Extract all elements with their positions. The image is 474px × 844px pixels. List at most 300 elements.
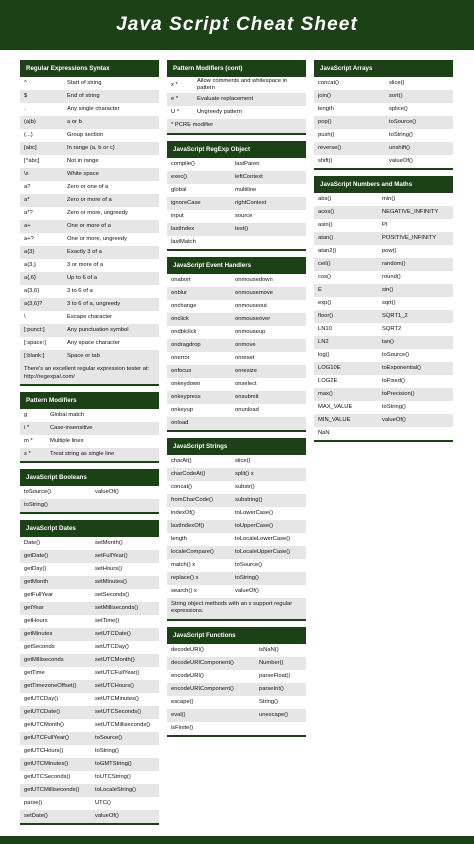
item-key: s * (24, 451, 31, 457)
item-key: log() (318, 352, 330, 358)
table-row (167, 339, 306, 352)
item-value: isNaN() (259, 646, 279, 653)
item-value: Space or tab (67, 353, 100, 359)
item-key: onload (171, 419, 189, 426)
table-row (20, 324, 159, 337)
section-numbers_maths (314, 176, 453, 442)
table-row (20, 259, 159, 272)
item-key: MAX_VALUE (318, 404, 353, 410)
item-value: 3 to 6 of a (67, 288, 93, 294)
section-booleans (20, 469, 159, 514)
item-key: parse() (24, 800, 43, 806)
item-key: getDay() (24, 566, 47, 572)
table-row (314, 219, 453, 232)
item-key: charCodeAt() (171, 470, 206, 477)
item-value: min() (382, 196, 396, 202)
table-row (20, 448, 159, 461)
table-row (20, 181, 159, 194)
section-arrays (314, 60, 453, 170)
item-key: onfocus (171, 367, 192, 374)
table-row (20, 537, 159, 550)
item-value: onmouseout (235, 302, 267, 309)
table-row (314, 284, 453, 297)
item-key: (...) (24, 132, 33, 138)
item-key: exp() (318, 300, 332, 306)
item-value: POSITIVE_INFINITY (382, 235, 437, 241)
item-value: setMonth() (95, 540, 123, 546)
item-value: UTC() (95, 800, 111, 806)
item-value: setHours() (95, 566, 123, 572)
item-value: Not in range (67, 158, 99, 164)
item-value: unshift() (389, 145, 410, 151)
item-key: U * (171, 109, 180, 115)
table-row (20, 103, 159, 116)
table-row (20, 719, 159, 732)
table-row (20, 246, 159, 259)
item-value: splice() (389, 106, 408, 112)
item-key: [^abc] (24, 158, 40, 164)
item-key: join() (318, 93, 331, 99)
item-value: setMilliseconds() (95, 605, 139, 611)
table-row (167, 365, 306, 378)
section-strings (167, 438, 306, 621)
item-key: replace() x (171, 574, 199, 581)
table-row (314, 245, 453, 258)
item-value: Multiple lines (50, 438, 84, 444)
item-key: fromCharCode() (171, 496, 213, 503)
section-event_handlers (167, 257, 306, 432)
item-value: Zero or more of a (67, 197, 112, 203)
section-regex_syntax (20, 60, 159, 386)
item-value: parseFloat() (259, 672, 291, 679)
item-key: LN10 (318, 326, 332, 332)
item-key: [:space:] (24, 340, 46, 346)
item-value: PI (382, 222, 388, 228)
item-key: getHours (24, 618, 48, 624)
item-value: setUTCMilliseconds() (95, 722, 151, 728)
section-pattern_modifiers_cont (167, 60, 306, 135)
item-key: eval() (171, 711, 186, 718)
item-key: onkeydown (171, 380, 201, 387)
item-key: onabort (171, 276, 191, 283)
item-value: End of string (67, 93, 100, 99)
table-row (314, 401, 453, 414)
table-row (314, 310, 453, 323)
item-key: a? (24, 184, 31, 190)
item-key: ondragdrop (171, 341, 201, 348)
table-row (167, 494, 306, 507)
table-row (20, 409, 159, 422)
item-value: setSeconds() (95, 592, 130, 598)
table-row (314, 336, 453, 349)
item-value: setFullYear() (95, 553, 128, 559)
item-value: parseInt() (259, 685, 284, 692)
table-row (314, 349, 453, 362)
item-key: . (24, 106, 26, 112)
item-key: encodeURI() (171, 672, 204, 679)
item-key: push() (318, 132, 335, 138)
table-row (167, 77, 306, 93)
item-value: slice() (235, 457, 251, 464)
table-row (167, 644, 306, 657)
item-value: Any space character (67, 340, 120, 346)
item-key: a{3,6} (24, 288, 40, 294)
table-row (20, 654, 159, 667)
table-row (314, 388, 453, 401)
table-row (167, 722, 306, 735)
item-value: Treat string as single line (50, 451, 115, 457)
table-row (20, 311, 159, 324)
item-key: LN2 (318, 339, 329, 345)
table-row (167, 184, 306, 197)
table-row (314, 414, 453, 427)
item-key: global (171, 186, 187, 193)
table-row (314, 375, 453, 388)
item-key: pop() (318, 119, 332, 125)
item-value: Ungreedy pattern (197, 109, 242, 115)
table-row (167, 300, 306, 313)
item-value: Zero or more, ungreedy (67, 210, 128, 216)
item-value: onmouseover (235, 315, 271, 322)
table-row (20, 550, 159, 563)
section-title: JavaScript Numbers and Maths (314, 176, 453, 193)
table-row (167, 670, 306, 683)
item-key: a{3} (24, 249, 35, 255)
item-key: onkeyup (171, 406, 193, 413)
table-row (20, 337, 159, 350)
table-row (20, 499, 159, 512)
item-value: White space (67, 171, 99, 177)
item-key: getFullYear (24, 592, 54, 598)
item-value: rightContext (235, 199, 267, 206)
item-value: toLowerCase() (235, 509, 274, 516)
item-key: getUTCSeconds() (24, 774, 71, 780)
item-value: One or more, ungreedy (67, 236, 127, 242)
title-banner (0, 0, 474, 50)
table-row (167, 696, 306, 709)
item-value: sqrt() (382, 300, 396, 306)
column-1 (20, 60, 159, 831)
section-note: There's an excellent regular expression tester at: http://regexpal.com/ (20, 363, 159, 384)
item-key: Date() (24, 540, 41, 546)
item-key: g (24, 412, 28, 418)
item-key: getUTCHours() (24, 748, 64, 754)
item-key: getSeconds (24, 644, 55, 650)
item-value: Zero or one of a (67, 184, 109, 190)
item-key: acos() (318, 209, 335, 215)
table-row (20, 116, 159, 129)
item-value: Allow comments and whitespace in pattern (197, 78, 288, 91)
table-row (314, 323, 453, 336)
section-title: JavaScript RegExp Object (167, 141, 306, 158)
item-value: setUTCHours() (95, 683, 134, 689)
item-key: \ (24, 314, 26, 320)
item-key: decodeURIComponent() (171, 659, 234, 666)
section-title: JavaScript Arrays (314, 60, 453, 77)
item-value: valueOf() (95, 489, 119, 495)
item-value: round() (382, 274, 401, 280)
section-title: JavaScript Functions (167, 627, 306, 644)
table-row (167, 171, 306, 184)
table-row (314, 193, 453, 206)
table-row (20, 129, 159, 142)
item-key: escape() (171, 698, 194, 705)
table-row (314, 129, 453, 142)
item-value: setUTCFullYear() (95, 670, 140, 676)
item-key: ignoreCase (171, 199, 201, 206)
table-row (314, 258, 453, 271)
table-row (167, 709, 306, 722)
table-row (20, 233, 159, 246)
table-row (167, 313, 306, 326)
section-title: JavaScript Booleans (20, 469, 159, 486)
item-key: getUTCDate() (24, 709, 61, 715)
item-value: random() (382, 261, 406, 267)
section-functions (167, 627, 306, 737)
table-row (167, 468, 306, 481)
table-row (20, 298, 159, 311)
item-value: valueOf() (95, 813, 119, 819)
item-key: isFinite() (171, 724, 194, 731)
item-key: compile() (171, 160, 195, 167)
item-key: getUTCMinutes() (24, 761, 69, 767)
item-key: LOG2E (318, 378, 338, 384)
item-value: toLocaleString() (95, 787, 136, 793)
item-key: a+ (24, 223, 31, 229)
table-row (314, 116, 453, 129)
table-row (20, 615, 159, 628)
item-key: E (318, 287, 322, 293)
item-value: Case-insensitive (50, 425, 93, 431)
table-row (20, 285, 159, 298)
item-key: ceil() (318, 261, 331, 267)
item-key: (a|b) (24, 119, 36, 125)
column-2 (167, 60, 306, 743)
item-key: getUTCMilliseconds() (24, 787, 80, 793)
item-value: In range (a, b or c) (67, 145, 115, 151)
item-key: toSource() (24, 489, 52, 495)
section-note: String object methods with an x support regular expressions. (167, 598, 306, 619)
item-key: ondblclick (171, 328, 197, 335)
table-row (314, 142, 453, 155)
item-key: getMonth (24, 579, 49, 585)
table-row (314, 362, 453, 375)
table-row (20, 680, 159, 693)
table-row (167, 546, 306, 559)
item-key: exec() (171, 173, 188, 180)
item-value: substr() (235, 483, 255, 490)
item-key: [abc] (24, 145, 37, 151)
table-row (20, 220, 159, 233)
item-value: SQRT2 (382, 326, 402, 332)
table-row (20, 641, 159, 654)
item-value: toSource() (95, 735, 123, 741)
item-key: i * (24, 425, 30, 431)
table-row (167, 106, 306, 119)
table-row (314, 77, 453, 90)
table-row (167, 417, 306, 430)
item-value: leftContext (235, 173, 263, 180)
item-key: encodeURIComponent() (171, 685, 234, 692)
item-key: getTime (24, 670, 45, 676)
table-row (314, 297, 453, 310)
item-key: floor() (318, 313, 334, 319)
item-key: indexOf() (171, 509, 195, 516)
table-row (20, 155, 159, 168)
table-row (20, 563, 159, 576)
item-value: 3 to 6 of a, ungreedy (67, 301, 121, 307)
item-key: LOG10E (318, 365, 341, 371)
item-value: Any punctuation symbol (67, 327, 129, 333)
item-key: getUTCMonth() (24, 722, 64, 728)
item-value: onunload (235, 406, 259, 413)
item-value: Escape character (67, 314, 113, 320)
item-key: abs() (318, 196, 332, 202)
item-key: onkeypress (171, 393, 201, 400)
table-row (167, 391, 306, 404)
section-pattern_modifiers (20, 392, 159, 463)
item-value: toString() (95, 748, 119, 754)
item-value: toLocaleLowerCase() (235, 535, 291, 542)
item-value: setMinutes() (95, 579, 127, 585)
item-key: reverse() (318, 145, 342, 151)
item-key: onchange (171, 302, 197, 309)
item-value: Any single character (67, 106, 120, 112)
table-row (314, 427, 453, 440)
item-key: [:blank:] (24, 353, 45, 359)
table-row (314, 103, 453, 116)
item-value: setUTCSeconds() (95, 709, 142, 715)
section-note: * PCRE modifier (167, 119, 306, 133)
item-value: sin() (382, 287, 394, 293)
item-value: Global match (50, 412, 85, 418)
item-key: input (171, 212, 184, 219)
table-row (167, 585, 306, 598)
table-row (167, 274, 306, 287)
column-3 (314, 60, 453, 448)
bottom-bar (0, 836, 474, 844)
item-value: toSource() (382, 352, 410, 358)
item-key: shift() (318, 158, 333, 164)
item-value: toUTCString() (95, 774, 131, 780)
item-value: onreset (235, 354, 255, 361)
item-key: max() (318, 391, 333, 397)
page-title: Java Script Cheat Sheet (116, 14, 358, 35)
table-row (167, 378, 306, 391)
table-row (20, 602, 159, 615)
item-value: Exactly 3 of a (67, 249, 102, 255)
table-row (167, 572, 306, 585)
table-row (314, 271, 453, 284)
item-value: unescape() (259, 711, 289, 718)
section-regexp_object (167, 141, 306, 251)
item-value: setUTCMonth() (95, 657, 135, 663)
item-key: charAt() (171, 457, 192, 464)
item-value: setUTCDay() (95, 644, 129, 650)
item-value: toLocaleUpperCase() (235, 548, 291, 555)
item-value: toSource() (389, 119, 417, 125)
item-value: setTime() (95, 618, 120, 624)
item-key: search() x (171, 587, 197, 594)
item-value: valueOf() (235, 587, 259, 594)
item-value: toString() (235, 574, 259, 581)
table-row (167, 223, 306, 236)
table-row (20, 350, 159, 363)
item-value: One or more of a (67, 223, 111, 229)
item-key: onerror (171, 354, 190, 361)
section-title: JavaScript Dates (20, 520, 159, 537)
item-key: ^ (24, 80, 27, 86)
item-key: decodeURI() (171, 646, 204, 653)
item-value: toExponential() (382, 365, 421, 371)
item-value: onselect (235, 380, 257, 387)
item-value: lastParen (235, 160, 260, 167)
item-value: 3 or more of a (67, 262, 104, 268)
item-value: valueOf() (382, 417, 406, 423)
table-row (167, 404, 306, 417)
item-value: sort() (389, 93, 403, 99)
table-row (20, 667, 159, 680)
item-value: pow() (382, 248, 397, 254)
table-row (20, 810, 159, 823)
item-value: valueOf() (389, 158, 413, 164)
table-row (20, 194, 159, 207)
section-title: Pattern Modifiers (20, 392, 159, 409)
item-value: Group section (67, 132, 104, 138)
table-row (314, 155, 453, 168)
item-key: e * (171, 96, 179, 102)
table-row (314, 90, 453, 103)
table-row (20, 77, 159, 90)
table-row (20, 272, 159, 285)
item-value: test() (235, 225, 249, 232)
table-row (167, 481, 306, 494)
section-title: JavaScript Strings (167, 438, 306, 455)
table-row (20, 142, 159, 155)
table-row (167, 507, 306, 520)
table-row (20, 745, 159, 758)
item-key: length (318, 106, 334, 112)
table-row (20, 168, 159, 181)
item-key: asin() (318, 222, 333, 228)
table-row (167, 683, 306, 696)
item-key: atan() (318, 235, 334, 241)
table-row (20, 784, 159, 797)
table-row (167, 93, 306, 106)
table-row (167, 533, 306, 546)
item-key: NaN (318, 430, 330, 436)
item-key: getMinutes (24, 631, 53, 637)
item-key: lastIndex (171, 225, 195, 232)
table-row (20, 207, 159, 220)
item-key: getYear (24, 605, 44, 611)
item-key: concat() (171, 483, 192, 490)
item-value: Up to 6 of a (67, 275, 97, 281)
item-value: String() (259, 698, 279, 705)
item-key: toString() (24, 502, 48, 508)
item-key: getTimezoneOffset() (24, 683, 77, 689)
table-row (167, 158, 306, 171)
item-key: lastIndexOf() (171, 522, 205, 529)
item-value: toSource() (235, 561, 263, 568)
table-row (20, 693, 159, 706)
table-row (167, 455, 306, 468)
item-value: toPrecision() (382, 391, 415, 397)
item-value: Number() (259, 659, 284, 666)
table-row (20, 706, 159, 719)
table-row (20, 732, 159, 745)
item-key: a{,6} (24, 275, 36, 281)
